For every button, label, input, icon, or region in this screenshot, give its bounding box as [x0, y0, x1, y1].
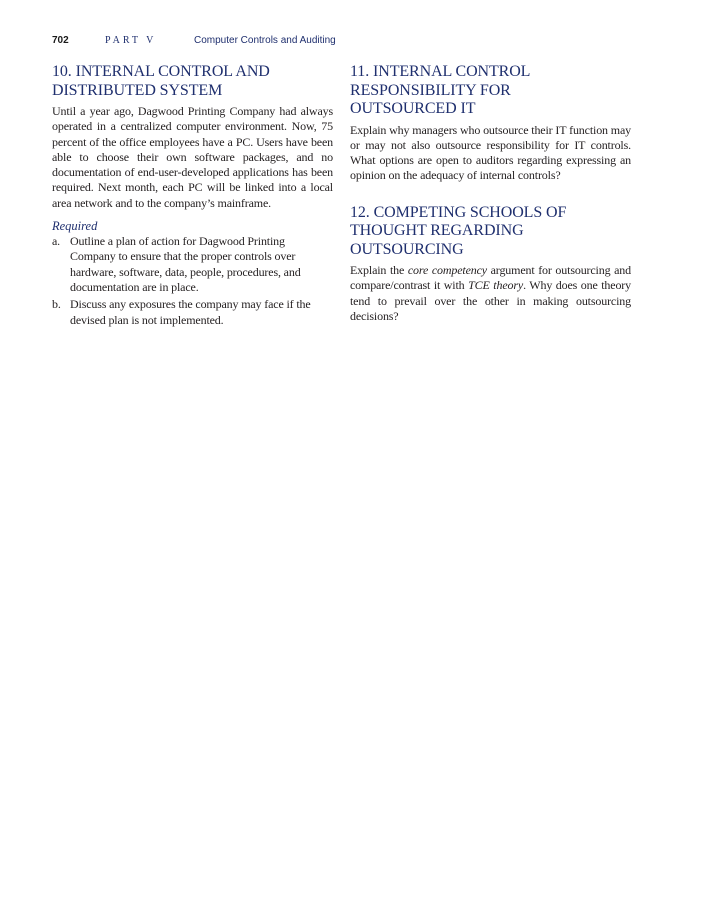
- problem-12-body-part-3: . Why does one theory tend to prevail over the other in making outsourcing decisions?: [350, 278, 631, 324]
- problem-12-body: [350, 263, 631, 324]
- required-item-b: [52, 297, 333, 328]
- problem-10-heading-line-2: DISTRIBUTED SYSTEM: [52, 81, 223, 99]
- problem-11-heading: [350, 63, 631, 119]
- problem-11-heading-line-2: RESPONSIBILITY FOR: [350, 81, 511, 99]
- core-competency-term: core competency: [407, 263, 487, 278]
- problem-11-body: Explain why managers who outsource their IT function may or may not also outsource responsibility for IT controls. What options are open to auditors regarding expressing an opinion on the adequacy of internal controls?: [350, 122, 631, 183]
- problem-12-heading-line-2: THOUGHT REGARDING: [350, 222, 524, 240]
- problem-10-body: Until a year ago, Dagwood Printing Company had always operated in a centralized computer environment. Now, 75 percent of the office employees have a PC. Users have been able to choose their own software packages, and no documentation of end-user-developed applications has been required. Next month, each PC will be linked into a local area network and to the company’s mainframe.: [52, 104, 333, 210]
- required-item-a: [52, 234, 333, 295]
- problem-10-heading: [52, 63, 333, 100]
- item-text: Outline a plan of action for Dagwood Printing Company to ensure that the proper controls over hardware, software, data, people, procedures, and documentation are in place.: [70, 234, 301, 294]
- right-column: [350, 63, 631, 324]
- problem-12-body-part-2: argument for outsourcing and compare/contrast it with: [350, 263, 632, 293]
- problem-12-heading-line-1: 12. COMPETING SCHOOLS OF: [350, 203, 567, 221]
- part-label: PART V: [105, 35, 157, 46]
- required-label: Required: [52, 219, 98, 234]
- page-number: 702: [52, 35, 69, 46]
- part-title: Computer Controls and Auditing: [194, 35, 336, 46]
- item-marker: a.: [52, 234, 61, 249]
- item-marker: b.: [52, 297, 61, 312]
- problem-10-heading-line-1: 10. INTERNAL CONTROL AND: [52, 63, 270, 80]
- tce-theory-term: TCE theory: [468, 278, 524, 293]
- item-text: Discuss any exposures the company may face if the devised plan is not implemented.: [70, 297, 311, 327]
- left-column: [52, 63, 333, 330]
- problem-12-heading-line-3: OUTSOURCING: [350, 240, 464, 258]
- problem-12-body-part-1: Explain the: [350, 263, 408, 278]
- problem-11-heading-line-3: OUTSOURCED IT: [350, 100, 476, 117]
- problem-12-heading: [350, 204, 631, 260]
- problem-11-heading-line-1: 11. INTERNAL CONTROL: [350, 63, 531, 80]
